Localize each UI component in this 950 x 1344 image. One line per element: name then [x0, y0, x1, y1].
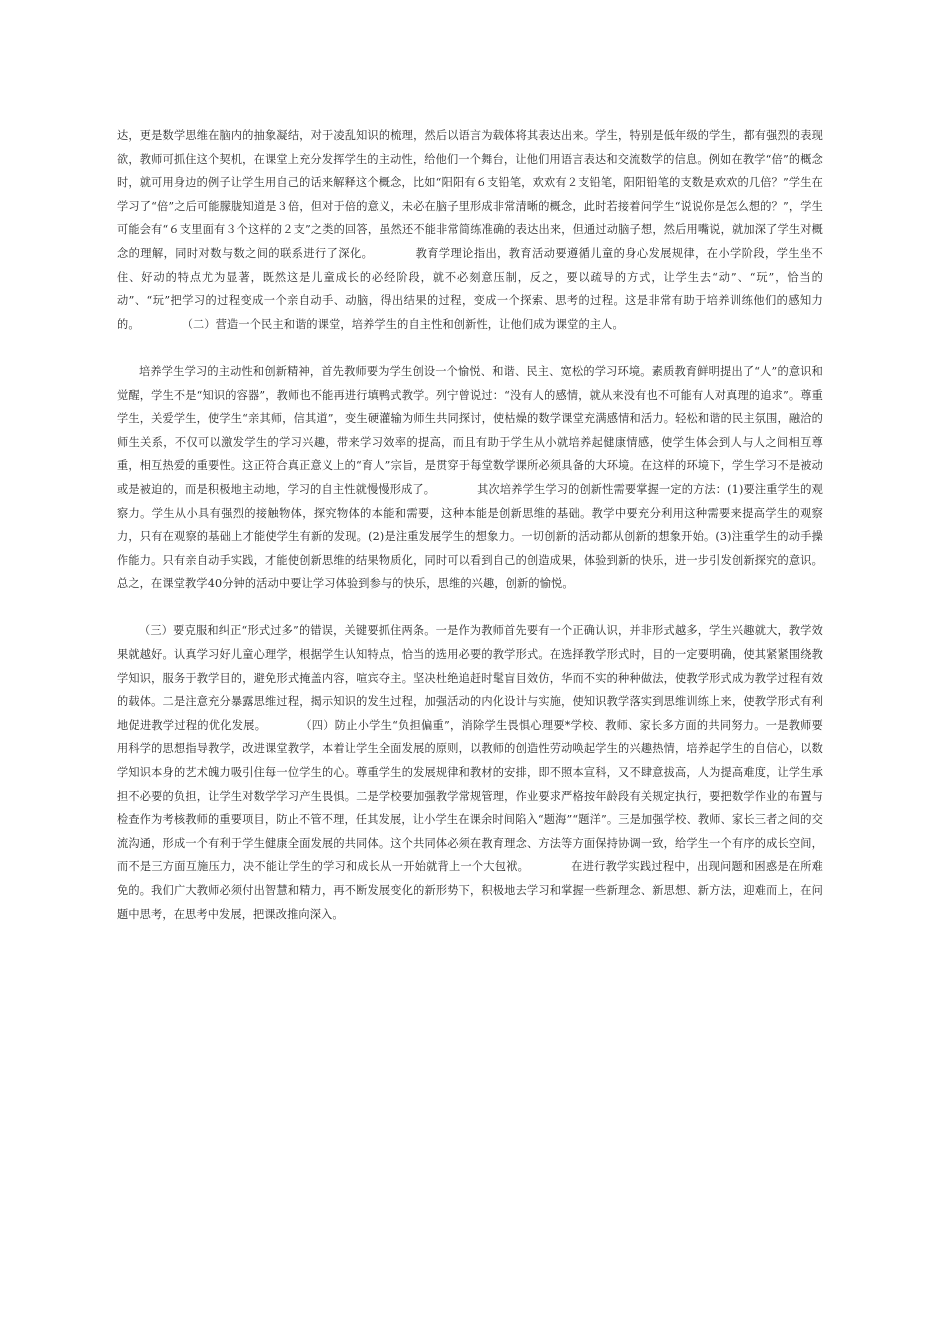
conclusion-text: 在进行教学实践过程中，出现问题和困惑是在所难免的。我们广大教师必须付出智慧和精力，再不断发展变化的新形势下，积极地去学习和掌握一些新理念、新思想、新方法，迎难而上，在问题中思考，在思考中发展，把课改推向深入。 — [117, 860, 823, 921]
document-page — [117, 124, 823, 950]
paragraph-3 — [117, 619, 823, 926]
paragraph-2-sentence-2: 其次培养学生学习的创新性需要掌握一定的方法：(1)要注重学生的观察力。学生从小具有强烈的接触物体，探究物体的本能和需要，这种本能是创新思维的基础。教学中要充分利用这种需要来提高学生的观察力，只有在观察的基础上才能使学生有新的发现。(2)是注重发展学生的想象力。一切创新的活动都从创新的想象开始。(3)注重学生的动手操作能力。只有亲自动手实践，才能使创新思维的结果物质化，同时可以看到自己的创造成果，体验到新的快乐，进一步引发创新探究的意识。总之，在课堂教学40分钟的活动中要让学习体验到参与的快乐，思维的兴趣，创新的愉悦。 — [117, 482, 823, 591]
section-heading-3: （三）要克服和纠正“形式过多”的错误，关键要抓住两条。一是作为教师首先要有一个正确认识，并非形式越多，学生兴趣就大，教学效果就越好。认真学习好儿童心理学，根据学生认知特点，恰当的选用必要的教学形式。在选择教学形式时，目的一定要明确，使其紧紧围绕教学知识，服务于教学目的，避免形式掩盖内容，喧宾夺主。坚决杜绝追赶时髦盲目效仿，华而不实的种种做法，使教学形式成为教学过程有效的载体。二是注意充分暴露思维过程，揭示知识的发生过程，加强活动的内化设计与实施，使知识教学落实到思维训练上来，使教学形式有利地促进教学过程的优化发展。 — [117, 624, 823, 732]
paragraph-2 — [117, 360, 823, 596]
paragraph-1-sentence-2: 教育学理论指出，教育活动要遵循儿童的身心发展规律，在小学阶段，学生坐不住、好动的特点尤为显著，既然这是儿童成长的必经阶段，就不必刻意压制，反之，要以疏导的方式，让学生去“动”、“玩”，恰当的动”、“玩”把学习的过程变成一个亲自动手、动脑，得出结果的过程，变成一个探索、思考的过程。这是非常有助于培养训练他们的感知力的。 — [117, 246, 823, 331]
paragraph-1 — [117, 124, 823, 336]
paragraph-1-sentence-1: 达，更是数学思维在脑内的抽象凝结，对于凌乱知识的梳理，然后以语言为载体将其表达出来。学生，特别是低年级的学生，都有强烈的表现欲，教师可抓住这个契机，在课堂上充分发挥学生的主动性，给他们一个舞台，让他们用语言表达和交流数学的信息。例如在教学“倍”的概念时，就可用身边的例子让学生用自己的话来解释这个概念，比如“阳阳有６支铅笔，欢欢有２支铅笔，阳阳铅笔的支数是欢欢的几倍？”学生在学习了“倍”之后可能朦胧知道是３倍，但对于倍的意义，未必在脑子里形成非常清晰的概念，此时若接着问学生“说说你是怎么想的？”，学生可能会有“６支里面有３个这样的２支”之类的回答，虽然还不能非常简练准确的表达出来，但通过动脑子想，然后用嘴说，就加深了学生对概念的理解，同时对数与数之间的联系进行了深化。 — [117, 129, 823, 260]
paragraph-2-sentence-1: 培养学生学习的主动性和创新精神，首先教师要为学生创设一个愉悦、和谐、民主、宽松的学习环境。素质教育鲜明提出了“人”的意识和觉醒，学生不是“知识的容器”，教师也不能再进行填鸭式教学。列宁曾说过：“没有人的感情，就从来没有也不可能有人对真理的追求”。尊重学生，关爱学生，使学生“亲其师，信其道”，变生硬灌输为师生共同探讨，使枯燥的数学课堂充满感情和活力。轻松和谐的民主氛围，融洽的师生关系，不仅可以激发学生的学习兴趣，带来学习效率的提高，而且有助于学生从小就培养起健康情感，使学生体会到人与人之间相互尊重，相互热爱的重要性。这正符合真正意义上的“育人”宗旨，是贯穿于每堂数学课所必须具备的大环境。在这样的环境下，学生学习不是被动或是被迫的，而是积极地主动地，学习的自主性就慢慢形成了。 — [117, 364, 823, 496]
section-heading-4: （四）防止小学生“负担偏重”，消除学生畏惧心理要*学校、教师、家长多方面的共同努力。一是教师要用科学的思想指导教学，改进课堂教学，本着让学生全面发展的原则，以教师的创造性劳动唤起学生的兴趣热情，培养起学生的自信心，以数学知识本身的艺术魄力吸引住每一位学生的心。尊重学生的发展规律和教材的安排，即不照本宣科，又不肆意拔高，人为提高难度，让学生承担不必要的负担，让学生对数学学习产生畏惧。二是学校要加强教学常规管理，作业要求严格按年龄段有关规定执行，要把数学作业的布置与检查作为考核教师的重要项目，防止不管不理，任其发展，让小学生在课余时间陷入“题海”“题洋”。三是加强学校、教师、家长三者之间的交流沟通，形成一个有利于学生健康全面发展的共同体。这个共同体必须在教育理念、方法等方面保持协调一致，给学生一个有序的成长空间，而不是三方面互施压力，决不能让学生的学习和成长从一开始就背上一个大包袱。 — [117, 718, 823, 874]
section-heading-2: （二）营造一个民主和谐的课堂，培养学生的自主性和创新性，让他们成为课堂的主人。 — [181, 317, 624, 331]
